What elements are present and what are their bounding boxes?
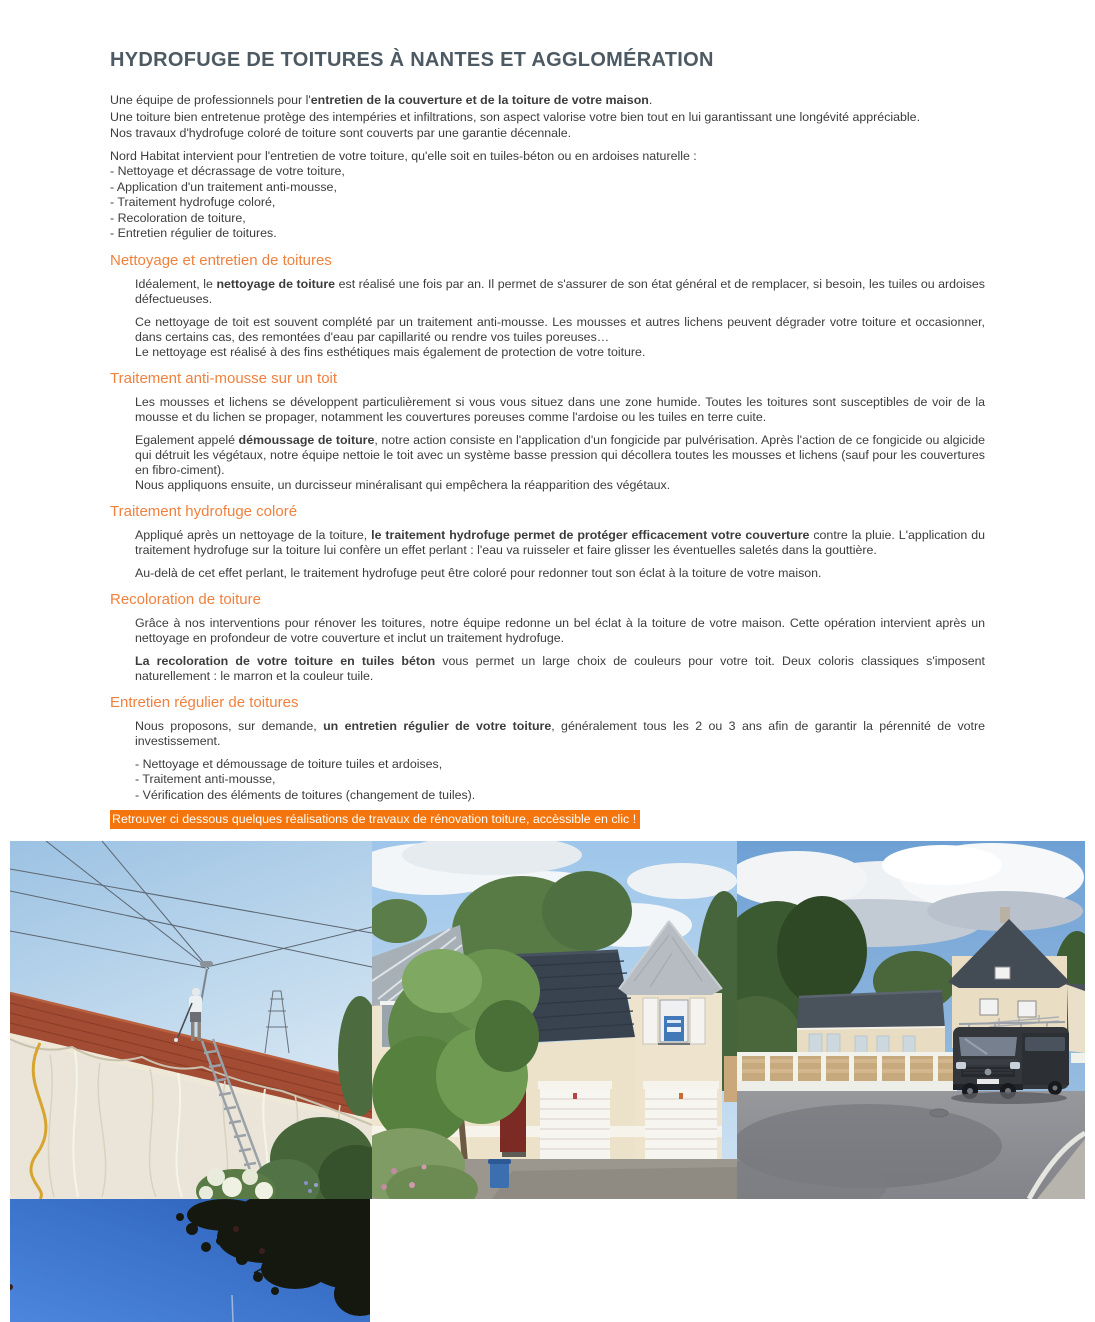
paragraph	[110, 395, 985, 425]
text: - Recoloration de toiture,	[110, 210, 246, 225]
text-line	[110, 109, 985, 126]
text: , généralement tous les 2 ou 3 ans afin de garantir la pérennité de votre investissement.	[135, 718, 986, 748]
bold-text: démoussage de toiture	[238, 432, 375, 447]
photo-gallery-row2	[10, 1199, 370, 1322]
section-anti-mousse	[110, 370, 985, 493]
bold-text: La recoloration de votre toiture en tuiles béton	[135, 653, 436, 668]
paragraph	[110, 654, 985, 684]
section-entretien	[110, 694, 985, 804]
bold-text: un entretien régulier de votre toiture	[323, 718, 552, 733]
section-heading-nettoyage: Nettoyage et entretien de toitures	[110, 251, 332, 269]
list-item: - Traitement anti-mousse,	[135, 772, 276, 786]
section-list	[110, 757, 985, 804]
sections-container	[110, 252, 985, 804]
text: Nous proposons, sur demande,	[135, 718, 324, 733]
photo-sky-tree-image	[10, 1199, 370, 1322]
text: - Application d'un traitement anti-mousse,	[110, 179, 337, 194]
section-heading-anti-mousse: Traitement anti-mousse sur un toit	[110, 369, 338, 387]
text-line	[110, 195, 985, 211]
paragraph	[110, 566, 985, 581]
text: Grâce à nos interventions pour rénover les toitures, notre équipe redonne un bel éclat à la toiture de votre maison. Cette opération intervient après un nettoyage en profondeur de votre couverture et inclut un traitement hydrofuge.	[135, 615, 985, 645]
text-line	[110, 149, 985, 165]
section-heading-recoloration: Recoloration de toiture	[110, 590, 261, 608]
section-hydrofuge	[110, 503, 985, 581]
bold-text: entretien de la couverture et de la toiture de votre maison	[310, 93, 649, 107]
paragraph	[110, 315, 985, 360]
fence	[737, 1052, 957, 1093]
list-item: - Vérification des éléments de toitures (changement de tuiles).	[135, 787, 476, 802]
text: est réalisé une fois par an. Il permet de s'assurer de son état général et de remplacer, si besoin, les tuiles ou ardoises défectueuses.	[135, 276, 985, 306]
road	[737, 1091, 1085, 1199]
text: .	[648, 93, 653, 107]
text: , notre action consiste en l'application d'un fongicide par pulvérisation. Après l'action de ce fongicide ou algicide qui détruit les végétaux, notre équipe nettoie le toit avec un système basse pression qui décollera toutes les mousses et lichens (sauf pour les couvertures en fibro-ciment).	[135, 432, 985, 477]
text: vous permet un large choix de couleurs pour votre toit. Deux coloris classiques s'imposent naturellement : le marron et la couleur tuile.	[135, 653, 985, 683]
section-recoloration	[110, 591, 985, 684]
text: Le nettoyage est réalisé à des fins esthétiques mais également de protection de votre toiture.	[135, 344, 646, 359]
text-line	[110, 211, 985, 227]
paragraph	[110, 528, 985, 558]
bold-text: le traitement hydrofuge permet de protéger efficacement votre couverture	[371, 527, 810, 542]
text: - Entretien régulier de toitures.	[110, 226, 277, 240]
list-item: - Nettoyage et démoussage de toiture tuiles et ardoises,	[135, 756, 443, 771]
lamp-post-tip	[232, 1295, 233, 1322]
text-line	[110, 92, 985, 109]
text: Nous appliquons ensuite, un durcisseur minéralisant qui empêchera la réapparition des végétaux.	[135, 477, 671, 492]
section-heading-hydrofuge: Traitement hydrofuge coloré	[110, 502, 298, 520]
text: contre la pluie. L'application du traitement hydrofuge sur la toiture lui confère un effet perlant : l'eau va ruisseler et faire glisser les éventuelles saletés dans la gouttière.	[135, 527, 985, 557]
photo-street-van[interactable]	[737, 841, 1085, 1199]
text: Nos travaux d'hydrofuge coloré de toiture sont couverts par une garantie décennale.	[110, 126, 572, 140]
text: Les mousses et lichens se développent particulièrement si vous vous situez dans une zone humide. Toutes les toitures sont susceptibles de voir de la mousse et du lichen se propager, notamment les couvertures poreuses comme l'ardoise ou les tuiles en terre cuite.	[135, 394, 985, 424]
photo-sky-tree[interactable]	[10, 1199, 370, 1322]
text-line	[110, 180, 985, 196]
text: Ce nettoyage de toit est souvent complété par un traitement anti-mousse. Les mousses et autres lichens peuvent dégrader votre toiture et occasionner, dans certains cas, des remontées d'eau par capillarité ou rendre vos tuiles poreuses…	[135, 314, 985, 344]
text-line	[110, 226, 985, 242]
photo-roof-worker-tarps[interactable]	[10, 841, 372, 1199]
section-nettoyage	[110, 252, 985, 360]
text: Au-delà de cet effet perlant, le traitement hydrofuge peut être coloré pour redonner tout son éclat à la toiture de votre maison.	[135, 565, 822, 580]
work-van	[951, 1022, 1069, 1104]
paragraph	[110, 616, 985, 646]
text: Appliqué après un nettoyage de la toiture,	[135, 527, 372, 542]
text: Nord Habitat intervient pour l'entretien de votre toiture, qu'elle soit en tuiles-béton ou en ardoises naturelle :	[110, 148, 697, 163]
photo-roof-worker-tarps-image	[10, 841, 372, 1199]
gallery-banner-link[interactable]: Retrouver ci dessous quelques réalisations de travaux de rénovation toiture, accèssible en clic !	[110, 810, 640, 829]
page-title: HYDROFUGE DE TOITURES À NANTES ET AGGLOMÉRATION	[110, 49, 714, 71]
text: Egalement appelé	[135, 432, 239, 447]
intro-paragraph	[110, 92, 985, 142]
text: Une toiture bien entretenue protège des intempéries et infiltrations, son aspect valorise votre bien tout en lui garantissant une longévité appréciable.	[110, 109, 921, 124]
main-content	[110, 0, 985, 829]
photo-gallery-row1	[10, 841, 1085, 1199]
paragraph	[110, 719, 985, 749]
text-line	[110, 164, 985, 180]
services-list	[110, 149, 985, 242]
text: Idéalement, le	[135, 276, 217, 291]
text: - Traitement hydrofuge coloré,	[110, 195, 276, 209]
text: - Nettoyage et décrassage de votre toiture,	[110, 164, 345, 178]
paragraph	[110, 277, 985, 307]
paragraph	[110, 433, 985, 493]
text: Une équipe de professionnels pour l'	[110, 93, 311, 107]
section-heading-entretien: Entretien régulier de toitures	[110, 693, 299, 711]
photo-house-dark-roof[interactable]	[372, 841, 737, 1199]
bold-text: nettoyage de toiture	[216, 276, 336, 291]
photo-house-dark-roof-image	[372, 841, 737, 1199]
window-sale-sign	[643, 998, 705, 1044]
photo-street-van-image	[737, 841, 1085, 1199]
text-line	[110, 125, 985, 142]
